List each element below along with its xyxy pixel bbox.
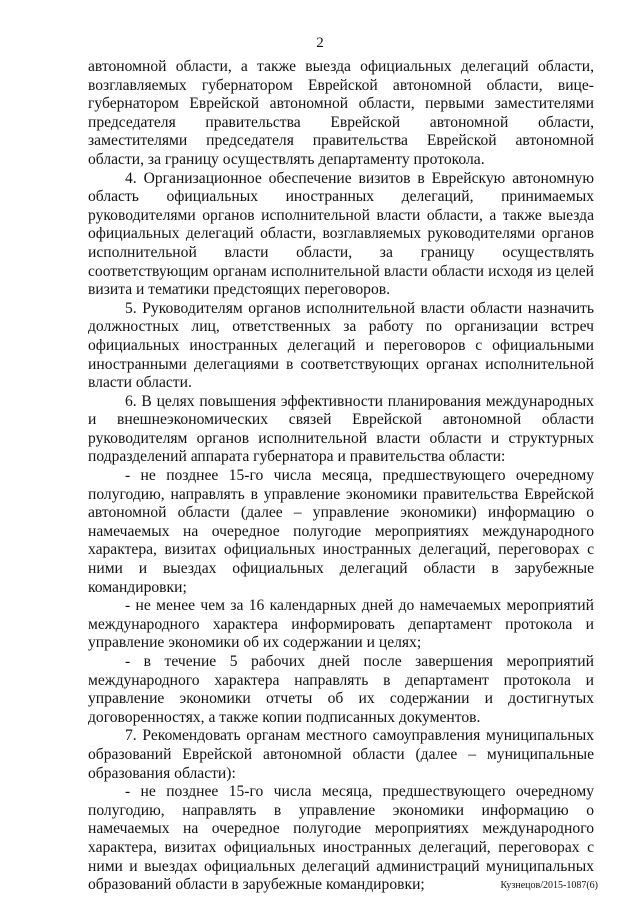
list-item: - не менее чем за 16 календарных дней до намечаемых мероприятий международного характера информировать департамент протокола и управление экономики об их содержании и целях;	[88, 597, 594, 652]
list-item: - не позднее 15-го числа месяца, предшествующего очередному полугодию, направлять в управление экономики информацию о намечаемых на очередное полугодие мероприятиях международного характера, визитах официальных иностранных делегаций, переговорах с ними и выездах официальных делегаций администраций муниципальных образований области в зарубежные командировки;	[88, 783, 594, 894]
paragraph-continuation: автономной области, а также выезда официальных делегаций области, возглавляемых губернатором Еврейской автономной области, вице-губернатором Еврейской автономной области, первыми заместителями председателя правительства Еврейской автономной области, заместителями председателя правительства Еврейской автономной области, за границу осуществлять департаменту протокола.	[88, 58, 594, 168]
page-number: 2	[316, 35, 324, 51]
document-body	[88, 58, 594, 895]
paragraph-item-4: 4. Организационное обеспечение визитов в Еврейскую автономную область официальных иностранных делегаций, принимаемых руководителями органов исполнительной власти области, а также выезда официальных делегаций области, возглавляемых руководителями органов исполнительной власти области, за границу осуществлять соответствующим органам исполнительной власти области исходя из целей визита и тематики предстоящих переговоров.	[88, 169, 594, 299]
list-item: - не позднее 15-го числа месяца, предшествующего очередному полугодию, направлять в управление экономики правительства Еврейской автономной области (далее – управление экономики) информацию о намечаемых на очередное полугодие мероприятиях международного характера, визитах официальных иностранных делегаций, переговорах с ними и выездах официальных делегаций области в зарубежные командировки;	[88, 467, 594, 596]
document-code: Кузнецов/2015-1087(6)	[500, 880, 598, 891]
paragraph-item-7: 7. Рекомендовать органам местного самоуправления муниципальных образований Еврейской автономной области (далее – муниципальные образования области):	[88, 727, 594, 782]
list-item: - в течение 5 рабочих дней после завершения мероприятий международного характера направлять в департамент протокола и управление экономики отчеты об их содержании и достигнутых договоренностях, а также копии подписанных документов.	[88, 653, 594, 726]
paragraph-item-5: 5. Руководителям органов исполнительной власти области назначить должностных лиц, ответственных за работу по организации встреч официальных иностранных делегаций и переговоров с официальными иностранными делегациями в соответствующих органах исполнительной власти области.	[88, 299, 594, 392]
paragraph-item-6: 6. В целях повышения эффективности планирования международных и внешнеэкономических связей Еврейской автономной области руководителям органов исполнительной власти области и структурных подразделений аппарата губернатора и правительства области:	[88, 392, 594, 466]
